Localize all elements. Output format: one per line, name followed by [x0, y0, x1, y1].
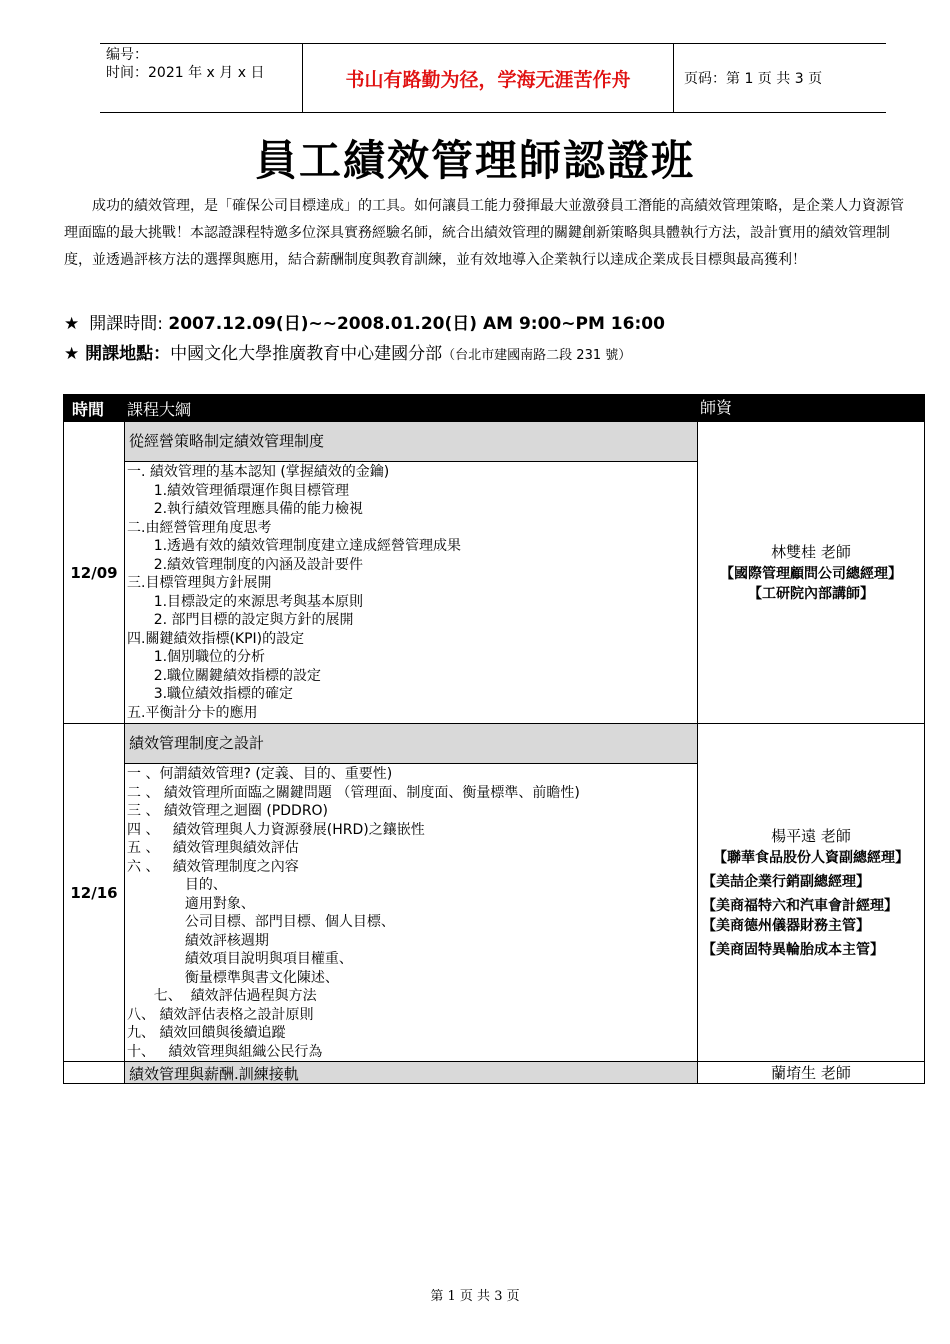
- outline-line: 一 、何謂績效管理? (定義、目的、重要性): [127, 766, 393, 782]
- header-outline: 課程大綱: [125, 395, 698, 422]
- header-motto: 书山有路勤为径，学海无涯苦作舟: [302, 44, 674, 112]
- outline-line: 目的、: [127, 877, 227, 893]
- outline-line: 績效評核週期: [127, 932, 269, 949]
- number-label: 编号：: [106, 47, 148, 63]
- course-place-label: ★ 開課地點：: [64, 344, 171, 364]
- outline-line: 四 、 績效管理與人力資源發展(HRD)之鑲嵌性: [127, 821, 425, 838]
- outline-line: 1.個別職位的分析: [127, 649, 266, 665]
- outline-line: 一. 績效管理的基本認知 (掌握績效的金鑰): [127, 464, 390, 480]
- outline-line: 適用對象、: [127, 895, 255, 912]
- section-title: 從經營策略制定績效管理制度: [125, 422, 697, 462]
- teacher-org: 【工研院內部講師】: [748, 585, 874, 602]
- page-footer: 第 1 页 共 3 页: [430, 1289, 520, 1304]
- section-lines: [125, 764, 697, 1061]
- time-label: 时间：2021 年 x 月 x 日: [106, 65, 265, 81]
- row-teacher: [698, 1062, 925, 1084]
- table-row: [64, 1062, 925, 1084]
- outline-line: 3.職位績效指標的確定: [127, 686, 294, 702]
- outline-line: 十、 績效管理與組織公民行為: [127, 1043, 323, 1060]
- course-table: [63, 394, 925, 1084]
- header-page-label: 页码：第 1 页 共 3 页: [684, 71, 823, 87]
- row-outline: [125, 1062, 698, 1084]
- outline-line: 六 、 績效管理制度之內容: [127, 858, 299, 875]
- course-place: [64, 339, 631, 364]
- outline-line: 績效項目說明與項目權重、: [127, 951, 353, 967]
- outline-line: 1.績效管理循環運作與目標管理: [127, 482, 350, 499]
- outline-line: 八、 績效評估表格之設計原則: [127, 1006, 314, 1023]
- teacher-org: 【美喆企業行銷副總經理】: [702, 873, 870, 890]
- outline-line: 衡量標準與書文化陳述、: [127, 969, 339, 986]
- table-row: [64, 724, 925, 1062]
- outline-line: 2.職位關鍵績效指標的設定: [127, 667, 322, 684]
- course-time: [64, 309, 665, 334]
- outline-line: 2.執行績效管理應具備的能力檢視: [127, 501, 364, 517]
- document-header: [100, 43, 886, 113]
- section-title: 績效管理與薪酬.訓練接軌: [125, 1062, 697, 1083]
- teacher-org: 【聯華食品股份人資副總經理】: [713, 849, 909, 866]
- teacher-name: 蘭堉生 老師: [771, 1063, 851, 1082]
- intro-paragraph: 成功的績效管理，是「確保公司目標達成」的工具。如何讓員工能力發揮最大並激發員工潛能的高績效管理策略，是企業人力資源管理面臨的最大挑戰！本認證課程特邀多位深具實務經驗名師，統合出績效管理的關鍵創新策略與具體執行方法，設計實用的績效管理制度，並透過評核方法的選擇與應用，結合薪酬制度與教育訓練，並有效地導入企業執行以達成企業成長目標與最高獲利！: [64, 198, 904, 268]
- outline-line: 九、 績效回饋與後續追蹤: [127, 1025, 286, 1041]
- outline-line: 1.目標設定的來源思考與基本原則: [127, 593, 364, 610]
- header-time: 時間: [64, 395, 125, 422]
- row-teacher: [698, 724, 925, 1062]
- teacher-name: 楊平遠 老師: [771, 826, 851, 845]
- table-row: [64, 422, 925, 724]
- course-place-address: （台北市建國南路二段 231 號）: [442, 348, 632, 363]
- outline-line: 五 、 績效管理與績效評估: [127, 840, 299, 856]
- table-header-row: [64, 395, 925, 422]
- outline-line: 2. 部門目標的設定與方針的展開: [127, 612, 354, 628]
- outline-line: 三 、 績效管理之迴圈 (PDDRO): [127, 803, 329, 819]
- row-date: 12/16: [64, 724, 125, 1062]
- outline-line: 五.平衡計分卡的應用: [127, 704, 258, 721]
- header-teacher: 師資: [698, 395, 925, 422]
- outline-line: 二 、 績效管理所面臨之關鍵問題 （管理面、制度面、衡量標準、前瞻性): [127, 784, 580, 801]
- section-lines: [125, 462, 697, 722]
- teacher-org: 【國際管理顧問公司總經理】: [720, 565, 902, 582]
- row-date: 12/09: [64, 422, 125, 724]
- course-place-value: 中國文化大學推廣教育中心建國分部: [170, 344, 443, 364]
- page-title: 員工績效管理師認證班: [254, 136, 695, 185]
- course-time-value: 2007.12.09(日)~~2008.01.20(日) AM 9:00~PM 16:00: [168, 314, 665, 334]
- outline-line: 四.關鍵績效指標(KPI)的設定: [127, 630, 305, 647]
- outline-line: 2.績效管理制度的內涵及設計要件: [127, 556, 364, 573]
- outline-line: 三.目標管理與方針展開: [127, 575, 272, 591]
- teacher-name: 林雙桂 老師: [771, 542, 851, 561]
- header-meta: [100, 44, 302, 112]
- course-time-label: 開課時間:: [89, 314, 169, 334]
- star-icon: ★: [64, 314, 80, 334]
- section-title: 績效管理制度之設計: [125, 724, 697, 764]
- row-teacher: [698, 422, 925, 724]
- outline-line: 公司目標、部門目標、個人目標、: [127, 914, 395, 930]
- teacher-org: 【美商固特異輪胎成本主管】: [702, 941, 884, 958]
- row-date: [64, 1062, 125, 1084]
- teacher-org: 【美商福特六和汽車會計經理】【美商德州儀器財務主管】: [702, 897, 898, 934]
- row-outline: [125, 422, 698, 724]
- row-outline: [125, 724, 698, 1062]
- outline-line: 二.由經營管理角度思考: [127, 519, 272, 536]
- outline-line: 七、 績效評估過程與方法: [127, 988, 317, 1004]
- outline-line: 1.透過有效的績效管理制度建立達成經營管理成果: [127, 538, 462, 554]
